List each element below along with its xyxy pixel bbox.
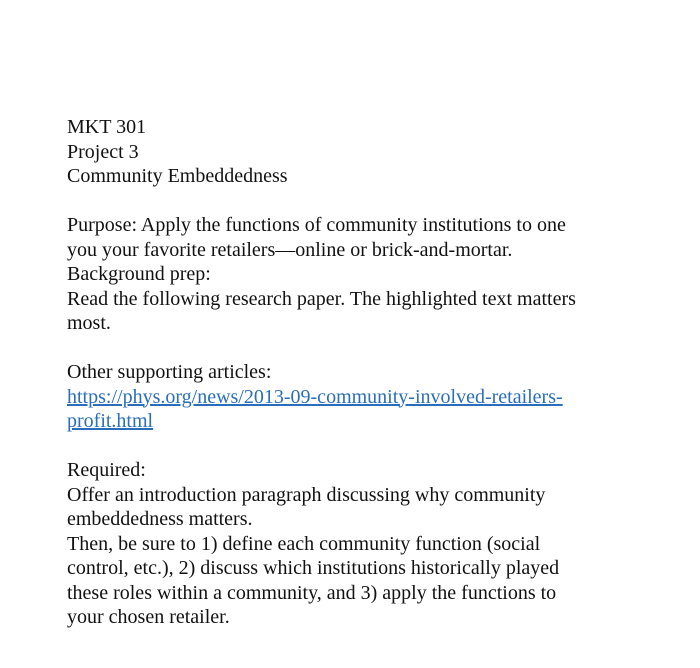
background-line: most.: [67, 312, 111, 334]
purpose-line: you your favorite retailers—online or brick-and-mortar.: [67, 238, 513, 261]
course-code: MKT 301: [67, 116, 147, 138]
document-body: [67, 115, 576, 630]
required-line: your chosen retailer.: [67, 606, 230, 628]
required-line: embeddedness matters.: [67, 508, 253, 530]
article-link[interactable]: https://phys.org/news/2013-09-community-involved-retailers-: [67, 385, 563, 408]
background-line: Read the following research paper. The highlighted text matters: [67, 287, 576, 310]
purpose-line: Purpose: Apply the functions of community institutions to one: [67, 214, 566, 236]
required-heading: Required:: [67, 459, 146, 481]
supporting-heading: Other supporting articles:: [67, 361, 272, 383]
required-line: Then, be sure to 1) define each community function (social: [67, 532, 541, 555]
document-title: Community Embeddedness: [67, 165, 288, 187]
required-line: control, etc.), 2) discuss which institutions historically played: [67, 557, 560, 579]
required-line: Offer an introduction paragraph discussing why community: [67, 483, 546, 506]
project-number: Project 3: [67, 140, 139, 163]
article-link-continued[interactable]: profit.html: [67, 410, 154, 432]
required-line: these roles within a community, and 3) apply the functions to: [67, 581, 557, 604]
background-heading: Background prep:: [67, 263, 211, 285]
